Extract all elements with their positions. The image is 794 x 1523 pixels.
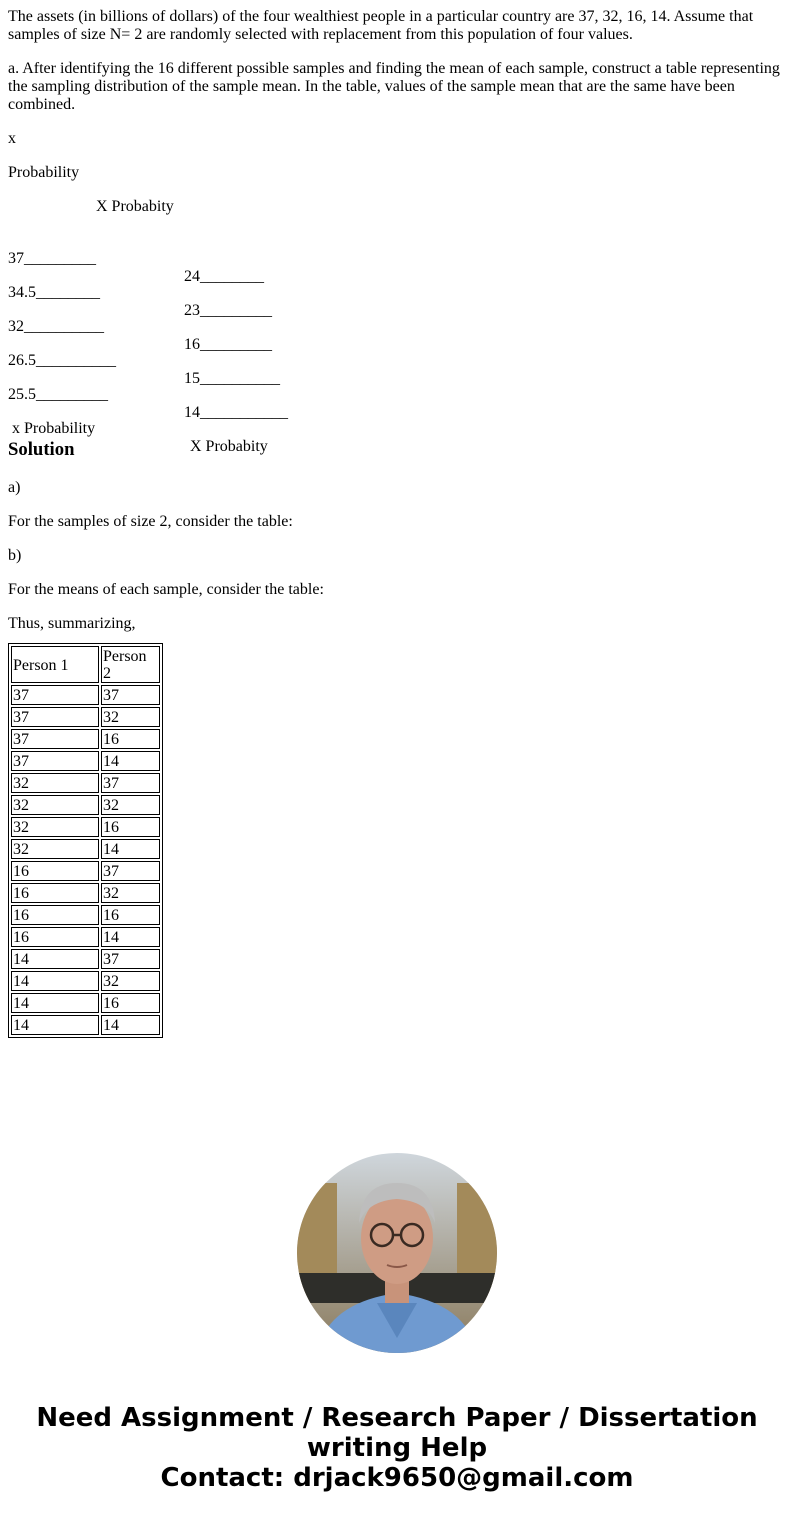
cell-person-2: 16 [101, 729, 160, 749]
blank-right: 15__________ [184, 370, 280, 387]
cell-person-2: 14 [101, 839, 160, 859]
table-header-person-2: Person 2 [101, 646, 160, 683]
blank-row [8, 232, 786, 285]
table-row [11, 707, 160, 727]
table-row [11, 905, 160, 925]
table-row [11, 773, 160, 793]
author-avatar [297, 1153, 497, 1353]
cell-person-2: 37 [101, 773, 160, 793]
blank-left: 26.5__________ [8, 352, 116, 369]
cell-person-1: 16 [11, 883, 99, 903]
cell-person-1: 37 [11, 707, 99, 727]
table-row [11, 971, 160, 991]
cell-person-1: 32 [11, 817, 99, 837]
cell-person-2: 32 [101, 795, 160, 815]
cell-person-2: 37 [101, 949, 160, 969]
blank-right: 16_________ [184, 336, 272, 353]
footer-line-3: Contact: drjack9650@gmail.com [160, 1463, 634, 1493]
blank-left: 25.5_________ [8, 386, 108, 403]
cell-person-2: 16 [101, 817, 160, 837]
solution-a-label: a) [8, 479, 21, 496]
table-row [11, 927, 160, 947]
cell-person-1: 16 [11, 927, 99, 947]
table-row [11, 949, 160, 969]
solution-b-text: For the means of each sample, consider the table: [8, 581, 324, 598]
blank-row [8, 368, 786, 421]
cell-person-2: 37 [101, 685, 160, 705]
cell-person-1: 32 [11, 839, 99, 859]
contact-footer [0, 1403, 794, 1493]
footer-line-2: writing Help [306, 1433, 488, 1463]
cell-person-1: 14 [11, 971, 99, 991]
avatar-photo-icon [297, 1153, 497, 1353]
footer-header-right: X Probabity [190, 438, 268, 455]
cell-person-2: 14 [101, 751, 160, 771]
x-label: x [8, 130, 16, 147]
cell-person-2: 16 [101, 993, 160, 1013]
table-row [11, 1015, 160, 1035]
blank-right: 14___________ [184, 404, 288, 421]
footer-header-left: x Probability [12, 420, 96, 437]
cell-person-2: 16 [101, 905, 160, 925]
probability-label: Probability [8, 164, 80, 181]
solution-summary: Thus, summarizing, [8, 615, 136, 632]
table-row [11, 817, 160, 837]
cell-person-2: 32 [101, 707, 160, 727]
footer-line-1: Need Assignment / Research Paper / Dissertation [36, 1403, 758, 1433]
question-intro: The assets (in billions of dollars) of the four wealthiest people in a particular country are 37, 32, 16, 14. Assume that samples of size N= 2 are randomly selected with replacement from this population of four values. [8, 8, 754, 43]
blank-row [8, 266, 786, 319]
cell-person-1: 37 [11, 685, 99, 705]
cell-person-1: 14 [11, 993, 99, 1013]
table-row [11, 883, 160, 903]
table-row [11, 795, 160, 815]
samples-table [8, 643, 163, 1038]
table-row [11, 839, 160, 859]
blank-right: 24________ [184, 268, 264, 285]
question-part-a: a. After identifying the 16 different possible samples and finding the mean of each sample, construct a table representing the sampling distribution of the sample mean. In the table, values of the sample mean that are the same have been combined. [8, 60, 780, 113]
solution-b-label: b) [8, 547, 22, 564]
blank-row [8, 300, 786, 353]
cell-person-2: 14 [101, 927, 160, 947]
table-header-row [11, 646, 160, 683]
cell-person-1: 32 [11, 773, 99, 793]
blank-row [8, 334, 786, 387]
cell-person-2: 32 [101, 883, 160, 903]
cell-person-2: 14 [101, 1015, 160, 1035]
blank-right: 23_________ [184, 302, 272, 319]
cell-person-1: 32 [11, 795, 99, 815]
cell-person-1: 14 [11, 949, 99, 969]
table-row [11, 993, 160, 1013]
cell-person-1: 37 [11, 729, 99, 749]
blank-left: 32__________ [8, 318, 104, 335]
cell-person-2: 32 [101, 971, 160, 991]
blank-left: 34.5________ [8, 284, 100, 301]
blank-left: 37_________ [8, 250, 96, 267]
solution-a-text: For the samples of size 2, consider the table: [8, 513, 293, 530]
cell-person-1: 16 [11, 905, 99, 925]
cell-person-1: 16 [11, 861, 99, 881]
table-header-person-1: Person 1 [11, 646, 99, 683]
table-row [11, 751, 160, 771]
cell-person-1: 37 [11, 751, 99, 771]
cell-person-1: 14 [11, 1015, 99, 1035]
cell-person-2: 37 [101, 861, 160, 881]
table-row [11, 685, 160, 705]
document-body [8, 8, 786, 1038]
table-row [11, 861, 160, 881]
solution-heading: Solution [8, 439, 75, 460]
table-row [11, 729, 160, 749]
x-probability-header: X Probabity [96, 198, 174, 215]
